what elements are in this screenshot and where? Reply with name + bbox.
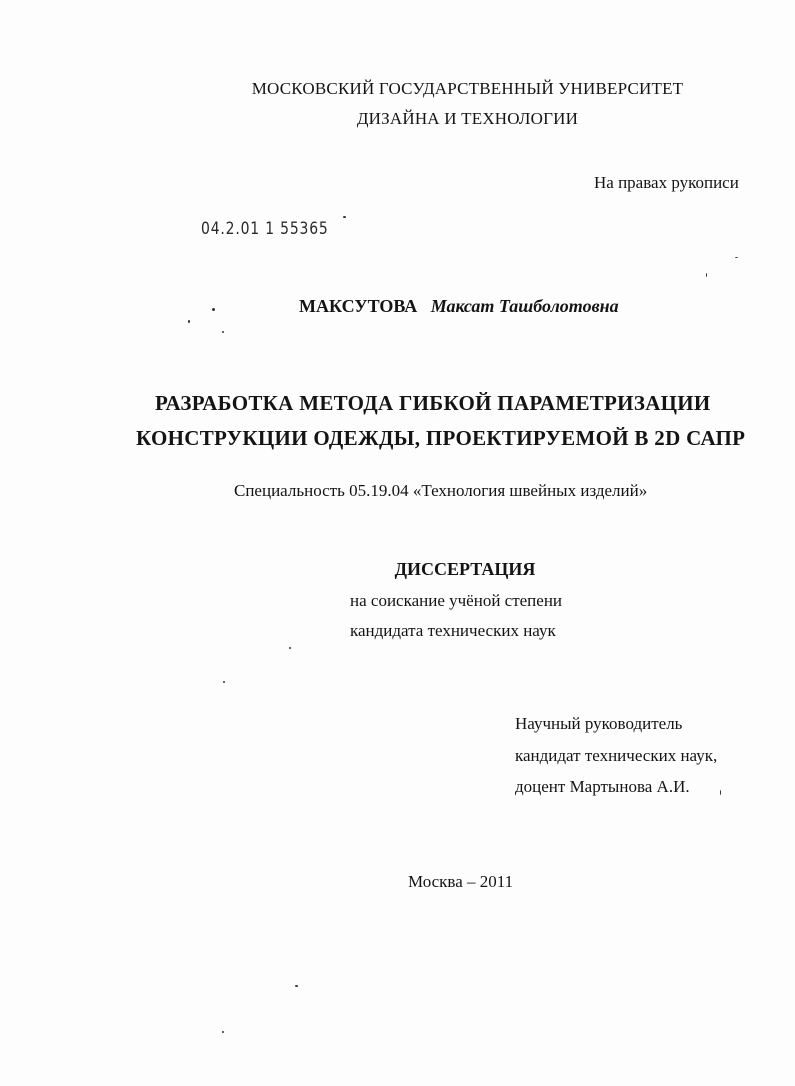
degree-line2: кандидата технических наук	[350, 621, 556, 640]
degree-line1: на соискание учёной степени	[350, 591, 563, 610]
dissertation-title-line1: РАЗРАБОТКА МЕТОДА ГИБКОЙ ПАРАМЕТРИЗАЦИИ	[155, 391, 711, 415]
scan-speck	[706, 273, 707, 277]
supervisor-line3: доцент Мартынова А.И.	[515, 777, 690, 796]
supervisor-line1: Научный руководитель	[515, 714, 683, 733]
university-name-line2: ДИЗАЙНА И ТЕХНОЛОГИИ	[356, 109, 579, 128]
work-kind: ДИССЕРТАЦИЯ	[394, 559, 536, 579]
scan-speck	[720, 790, 721, 795]
author-surname: МАКСУТОВА	[299, 296, 418, 316]
author-given-names: Максат Ташболотовна	[430, 296, 619, 316]
author-name	[299, 296, 619, 316]
scan-speck	[223, 681, 225, 683]
scan-speck	[222, 1031, 224, 1033]
scan-speck	[295, 985, 298, 987]
scan-speck	[212, 308, 215, 311]
scan-speck	[343, 216, 346, 218]
city-year: Москва – 2011	[408, 872, 514, 891]
author-space	[422, 296, 427, 316]
scan-speck	[735, 257, 738, 258]
supervisor-line2: кандидат технических наук,	[515, 746, 718, 765]
specialty-line: Специальность 05.19.04 «Технология швейных изделий»	[234, 481, 648, 500]
scan-speck	[289, 647, 291, 649]
rights-note: На правах рукописи	[594, 173, 739, 192]
dissertation-title-line2: КОНСТРУКЦИИ ОДЕЖДЫ, ПРОЕКТИРУЕМОЙ В 2D САПР	[136, 426, 746, 450]
scan-speck	[222, 331, 224, 333]
scan-speck	[188, 320, 190, 323]
archive-stamp-number: 04.2.01 1 55365	[201, 219, 329, 239]
university-name-line1: МОСКОВСКИЙ ГОСУДАРСТВЕННЫЙ УНИВЕРСИТЕТ	[251, 79, 684, 98]
